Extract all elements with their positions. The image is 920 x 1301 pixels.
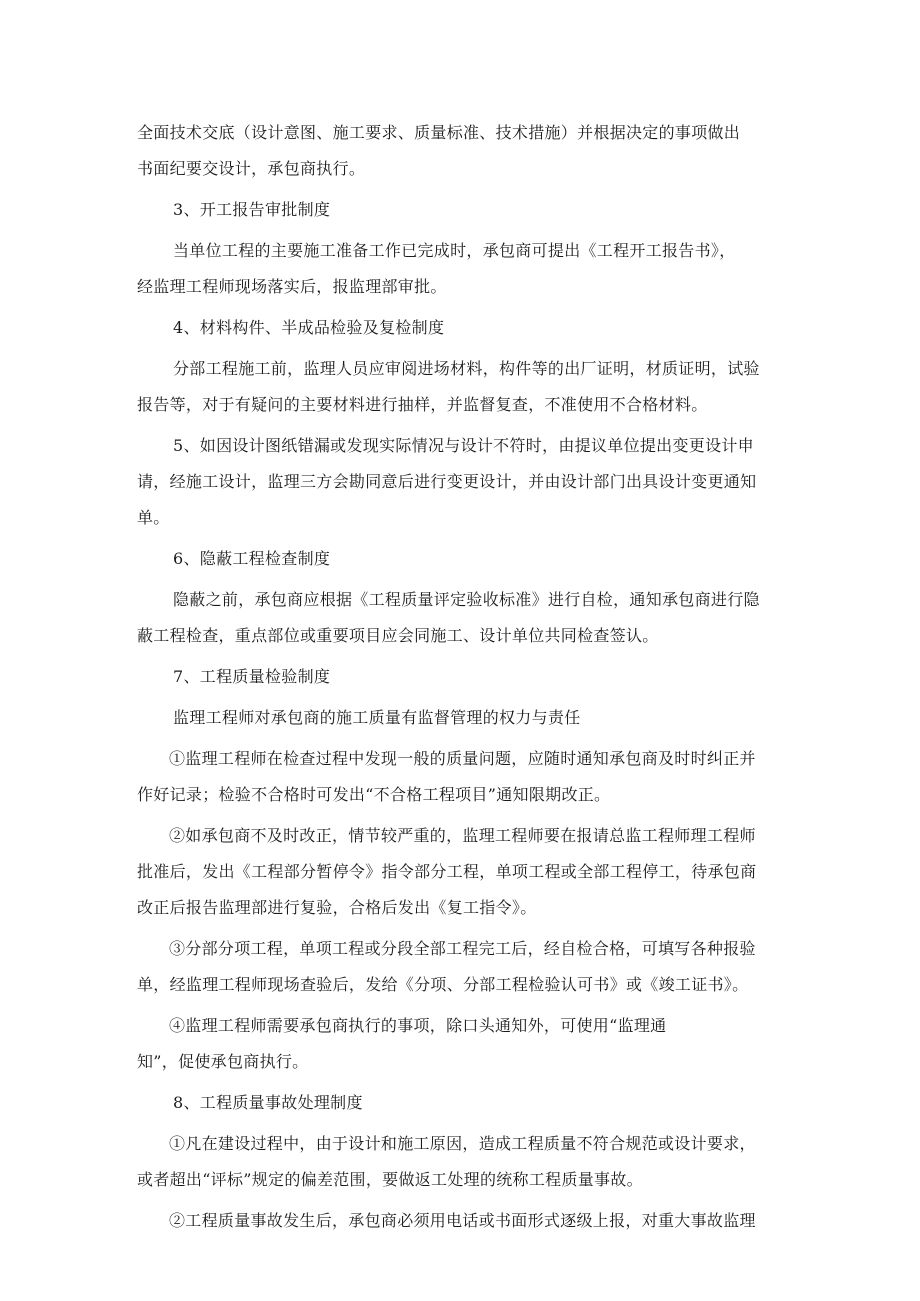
text-line: 隐蔽之前，承包商应根据《工程质量评定验收标准》进行自检，通知承包商进行隐	[173, 590, 760, 609]
text-line: 请，经施工设计，监理三方会勘同意后进行变更设计，并由设计部门出具设计变更通知	[137, 472, 757, 491]
text-line: ①凡在建设过程中，由于设计和施工原因，造成工程质量不符合规范或设计要求，	[169, 1134, 756, 1153]
text-line: 当单位工程的主要施工准备工作已完成时，承包商可提出《工程开工报告书》，	[173, 241, 736, 260]
section-heading: 8、工程质量事故处理制度	[173, 1093, 363, 1112]
text-line: 蔽工程检查，重点部位或重要项目应会同施工、设计单位共同检查签认。	[137, 626, 659, 645]
text-line: 改正后报告监理部进行复验，合格后发出《复工指令》。	[137, 898, 537, 917]
text-line: 单，经监理工程师现场查验后，发给《分项、分部工程检验认可书》或《竣工证书》。	[137, 975, 749, 994]
text-line: 监理工程师对承包商的施工质量有监督管理的权力与责任	[173, 708, 581, 727]
text-line: 单。	[137, 508, 170, 527]
text-line: ②如承包商不及时改正，情节较严重的，监理工程师要在报请总监工程师理工程师	[169, 826, 756, 845]
section-heading: 5、如因设计图纸错漏或发现实际情况与设计不符时，由提议单位提出变更设计申	[173, 436, 754, 455]
section-heading: 4、材料构件、半成品检验及复检制度	[173, 318, 445, 337]
text-line: 或者超出“评标”规定的偏差范围，要做返工处理的统称工程质量事故。	[137, 1170, 643, 1189]
text-line: 分部工程施工前，监理人员应审阅进场材料，构件等的出厂证明，材质证明，试验	[173, 359, 760, 378]
section-heading: 7、工程质量检验制度	[173, 667, 331, 686]
text-line: ①监理工程师在检查过程中发现一般的质量问题，应随时通知承包商及时时纠正并	[169, 749, 756, 768]
text-line: 书面纪要交设计，承包商执行。	[137, 159, 366, 178]
document-body	[137, 123, 797, 1231]
text-line: 全面技术交底（设计意图、施工要求、质量标准、技术措施）并根据决定的事项做出	[137, 123, 741, 142]
section-heading: 3、开工报告审批制度	[173, 200, 331, 219]
text-line: 经监理工程师现场落实后，报监理部审批。	[137, 277, 447, 296]
text-line: ③分部分项工程，单项工程或分段全部工程完工后，经自检合格，可填写各种报验	[169, 939, 756, 958]
text-line: 作好记录；检验不合格时可发出“不合格工程项目”通知限期改正。	[137, 785, 611, 804]
section-heading: 6、隐蔽工程检查制度	[173, 549, 331, 568]
text-line: 批准后，发出《工程部分暂停令》指令部分工程，单项工程或全部工程停工，待承包商	[137, 862, 757, 881]
text-line: ②工程质量事故发生后，承包商必须用电话或书面形式逐级上报，对重大事故监理	[169, 1211, 756, 1230]
text-line: 报告等，对于有疑问的主要材料进行抽样，并监督复查，不准使用不合格材料。	[137, 395, 708, 414]
text-line: ④监理工程师需要承包商执行的事项，除口头通知外，可使用“监理通	[169, 1016, 667, 1035]
text-line: 知”，促使承包商执行。	[137, 1052, 309, 1071]
